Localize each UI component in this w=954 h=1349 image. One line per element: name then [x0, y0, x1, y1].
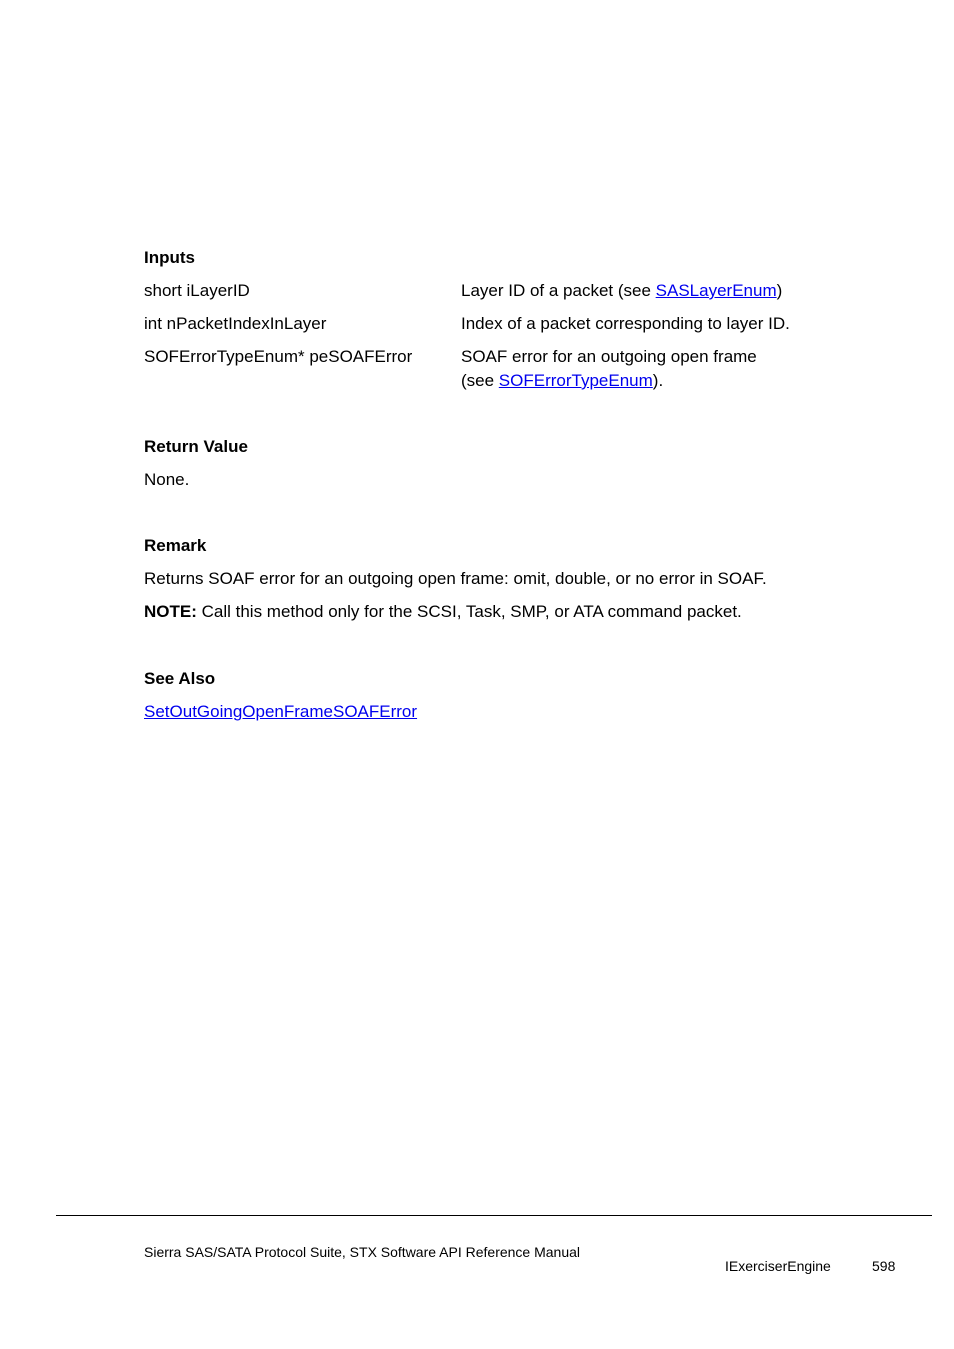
param-desc-text: ) — [776, 281, 783, 300]
param-desc-text: (see — [461, 371, 499, 390]
return-value-heading: Return Value — [144, 437, 248, 456]
param-desc-pesoaferror-line1: SOAF error for an outgoing open frame — [461, 347, 757, 366]
footer-page-number: 598 — [872, 1258, 896, 1274]
param-desc-text: Layer ID of a packet (see — [461, 281, 656, 300]
note-label: NOTE: — [144, 602, 197, 621]
remark-note — [144, 602, 742, 622]
footer-divider — [56, 1215, 932, 1216]
footer-manual-title: Sierra SAS/SATA Protocol Suite, STX Software API Reference Manual — [144, 1244, 581, 1260]
saslayerenum-link[interactable]: SASLayerEnum — [655, 281, 777, 300]
inputs-heading: Inputs — [144, 248, 195, 267]
setoutgoingopenframesoaferror-link[interactable]: SetOutGoingOpenFrameSOAFError — [144, 702, 418, 721]
footer-section: IExerciserEngine — [725, 1258, 831, 1274]
see-also-heading: See Also — [144, 669, 216, 688]
param-name-ilayerid: short iLayerID — [144, 281, 250, 300]
param-desc-pesoaferror-line2 — [461, 371, 663, 391]
note-text: Call this method only for the SCSI, Task, SMP, or ATA command packet. — [196, 602, 742, 621]
remark-heading: Remark — [144, 536, 207, 555]
remark-text: Returns SOAF error for an outgoing open frame: omit, double, or no error in SOAF. — [144, 569, 767, 588]
return-value-text: None. — [144, 470, 190, 489]
param-desc-npacketindexinlayer: Index of a packet corresponding to layer ID. — [461, 314, 790, 333]
param-name-pesoaferror: SOFErrorTypeEnum* peSOAFError — [144, 347, 413, 366]
param-desc-text: ). — [652, 371, 664, 390]
soferrortypeenum-link[interactable]: SOFErrorTypeEnum — [498, 371, 653, 390]
param-name-npacketindexinlayer: int nPacketIndexInLayer — [144, 314, 327, 333]
param-desc-ilayerid — [461, 281, 782, 301]
